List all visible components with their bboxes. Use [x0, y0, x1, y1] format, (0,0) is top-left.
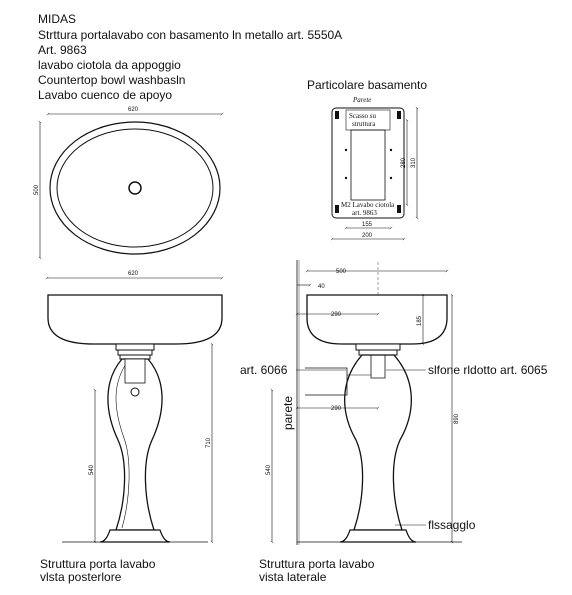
- product-name: MIDAS: [38, 12, 77, 26]
- back-view-caption-1: Struttura porta lavabo: [40, 557, 156, 571]
- art-6066-label: art. 6066: [240, 363, 288, 377]
- pedestal-foot: [100, 530, 170, 542]
- back-height-540: 540: [89, 464, 95, 475]
- detail-wall-label: Parete: [353, 96, 372, 104]
- recess-slot: [351, 130, 385, 200]
- bowl-note-line1: M2 Lavabo ciotola: [341, 201, 395, 209]
- bowl-inner-rim: [57, 129, 213, 247]
- fixing-slot: [397, 111, 401, 119]
- service-opening: [125, 359, 145, 383]
- back-height-710: 710: [206, 437, 212, 448]
- dim-310: 310: [411, 157, 417, 168]
- screw-hole: [390, 177, 392, 179]
- back-view: [47, 271, 222, 542]
- fixing-slot: [397, 205, 401, 213]
- bowl-side-profile: [307, 295, 447, 344]
- pedestal-foot: [340, 530, 416, 542]
- pedestal-body: [108, 359, 162, 530]
- back-view-caption-2: vlsta posterlore: [40, 570, 122, 584]
- collar-ring: [356, 344, 400, 350]
- structure-title: Strttura portalavabo con basamento ln metallo art. 5550A: [38, 28, 343, 42]
- drain-hole: [129, 182, 141, 194]
- side-dim-185: 185: [417, 315, 423, 326]
- side-view-caption-1: Struttura porta lavabo: [259, 557, 375, 571]
- fixing-slot: [335, 205, 339, 213]
- fixing-label: flssagglo: [428, 518, 476, 532]
- description-spanish: Lavabo cuenco de apoyo: [38, 88, 173, 102]
- top-depth-dim: 500: [34, 184, 40, 195]
- dim-280: 280: [401, 157, 407, 168]
- detail-title: Particolare basamento: [307, 78, 428, 92]
- side-dim-290-lower: 290: [331, 406, 342, 412]
- article-number: Art. 9863: [38, 43, 87, 57]
- back-width-dim: 620: [128, 271, 139, 277]
- side-depth-dim: 500: [336, 269, 347, 275]
- screw-hole: [390, 149, 392, 151]
- description-english: Countertop bowl washbasln: [38, 73, 186, 87]
- collar-ring: [116, 344, 154, 350]
- pedestal-body: [345, 355, 412, 530]
- top-width-dim: 620: [128, 107, 139, 113]
- side-dim-290-upper: 290: [331, 312, 342, 318]
- screw-hole: [345, 177, 347, 179]
- bowl-outer-rim: [50, 122, 220, 254]
- side-height-890: 890: [454, 413, 460, 424]
- fixing-slot: [335, 111, 339, 119]
- bowl-side-profile: [48, 295, 222, 344]
- recess-label: Scasso su struttura: [349, 112, 377, 128]
- dim-155: 155: [362, 222, 373, 228]
- side-view-caption-2: vista laterale: [259, 570, 327, 584]
- siphon-label: slfone rldotto art. 6065: [428, 363, 548, 377]
- side-dim-40: 40: [318, 284, 325, 290]
- side-view: [266, 260, 462, 545]
- screw-hole: [345, 149, 347, 151]
- waste-pipe: [305, 368, 347, 395]
- top-view: [34, 107, 222, 258]
- dim-200: 200: [362, 233, 373, 239]
- description-italian: lavabo ciotola da appoggio: [38, 58, 181, 72]
- bowl-note-line2: art. 9863: [352, 209, 377, 217]
- collar-ring: [118, 350, 152, 355]
- wall-label: parete: [281, 395, 295, 430]
- collar-ring: [359, 350, 397, 355]
- side-height-540: 540: [266, 464, 272, 475]
- base-detail: [332, 96, 417, 239]
